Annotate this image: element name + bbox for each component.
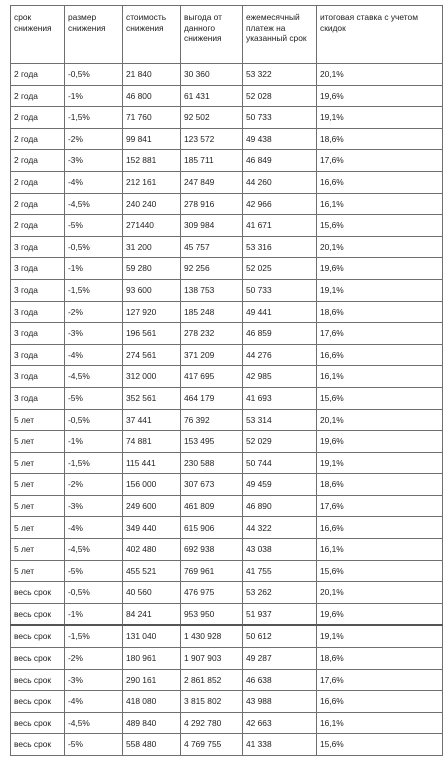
cell-discount-cost: 312 000 (123, 366, 181, 388)
cell-final-rate: 17,6% (317, 150, 443, 172)
cell-discount-cost: 99 841 (123, 128, 181, 150)
header-benefit: выгода от данного снижения (181, 6, 243, 64)
cell-term: 3 года (11, 301, 65, 323)
cell-final-rate: 16,1% (317, 366, 443, 388)
table-row (11, 85, 443, 107)
table-row (11, 64, 443, 86)
table-row (11, 603, 443, 625)
cell-discount-cost: 249 600 (123, 495, 181, 517)
cell-monthly-payment: 42 985 (243, 366, 317, 388)
cell-discount-size: -1% (65, 85, 123, 107)
cell-final-rate: 19,6% (317, 603, 443, 625)
cell-term: 2 года (11, 64, 65, 86)
table-row (11, 734, 443, 756)
cell-discount-cost: 402 480 (123, 539, 181, 561)
cell-discount-size: -1,5% (65, 107, 123, 129)
cell-discount-size: -1,5% (65, 452, 123, 474)
cell-discount-size: -4,5% (65, 366, 123, 388)
cell-final-rate: 16,1% (317, 193, 443, 215)
cell-final-rate: 19,6% (317, 85, 443, 107)
table-row (11, 669, 443, 691)
cell-monthly-payment: 44 260 (243, 171, 317, 193)
cell-term: 3 года (11, 387, 65, 409)
cell-term: 5 лет (11, 409, 65, 431)
table-row (11, 495, 443, 517)
cell-term: 2 года (11, 215, 65, 237)
table-row (11, 452, 443, 474)
cell-discount-size: -3% (65, 495, 123, 517)
cell-monthly-payment: 46 849 (243, 150, 317, 172)
cell-benefit: 92 502 (181, 107, 243, 129)
cell-discount-cost: 240 240 (123, 193, 181, 215)
cell-benefit: 92 256 (181, 258, 243, 280)
table-row (11, 409, 443, 431)
cell-discount-cost: 37 441 (123, 409, 181, 431)
cell-term: 5 лет (11, 474, 65, 496)
cell-term: 2 года (11, 150, 65, 172)
cell-final-rate: 15,6% (317, 215, 443, 237)
cell-final-rate: 18,6% (317, 301, 443, 323)
cell-benefit: 185 711 (181, 150, 243, 172)
table-row (11, 107, 443, 129)
table-row (11, 517, 443, 539)
table-row (11, 258, 443, 280)
cell-discount-cost: 71 760 (123, 107, 181, 129)
cell-benefit: 123 572 (181, 128, 243, 150)
cell-discount-size: -1% (65, 431, 123, 453)
cell-discount-size: -5% (65, 560, 123, 582)
table-body (11, 64, 443, 756)
cell-final-rate: 19,6% (317, 258, 443, 280)
cell-discount-size: -0,5% (65, 582, 123, 604)
cell-monthly-payment: 53 316 (243, 236, 317, 258)
cell-term: 5 лет (11, 560, 65, 582)
cell-final-rate: 16,6% (317, 517, 443, 539)
cell-benefit: 1 430 928 (181, 625, 243, 647)
table-header (11, 6, 443, 64)
cell-discount-cost: 59 280 (123, 258, 181, 280)
cell-term: 3 года (11, 366, 65, 388)
cell-benefit: 307 673 (181, 474, 243, 496)
cell-final-rate: 16,1% (317, 539, 443, 561)
cell-discount-cost: 21 840 (123, 64, 181, 86)
cell-discount-size: -0,5% (65, 236, 123, 258)
cell-final-rate: 20,1% (317, 64, 443, 86)
cell-term: 2 года (11, 171, 65, 193)
cell-term: 3 года (11, 323, 65, 345)
table-row (11, 344, 443, 366)
cell-final-rate: 20,1% (317, 236, 443, 258)
table-row (11, 236, 443, 258)
cell-monthly-payment: 53 262 (243, 582, 317, 604)
cell-monthly-payment: 44 276 (243, 344, 317, 366)
table-row (11, 215, 443, 237)
cell-final-rate: 19,1% (317, 107, 443, 129)
cell-monthly-payment: 41 755 (243, 560, 317, 582)
cell-discount-cost: 352 561 (123, 387, 181, 409)
cell-final-rate: 18,6% (317, 648, 443, 670)
cell-final-rate: 19,1% (317, 625, 443, 647)
cell-discount-cost: 127 920 (123, 301, 181, 323)
cell-monthly-payment: 46 638 (243, 669, 317, 691)
cell-term: весь срок (11, 691, 65, 713)
cell-benefit: 692 938 (181, 539, 243, 561)
cell-discount-size: -4% (65, 517, 123, 539)
cell-discount-size: -0,5% (65, 409, 123, 431)
cell-discount-cost: 40 560 (123, 582, 181, 604)
cell-term: 3 года (11, 279, 65, 301)
table-row (11, 691, 443, 713)
cell-term: 3 года (11, 344, 65, 366)
table-row (11, 128, 443, 150)
cell-term: 3 года (11, 236, 65, 258)
cell-monthly-payment: 43 038 (243, 539, 317, 561)
cell-discount-size: -3% (65, 150, 123, 172)
cell-monthly-payment: 52 025 (243, 258, 317, 280)
cell-discount-cost: 274 561 (123, 344, 181, 366)
cell-term: весь срок (11, 712, 65, 734)
cell-benefit: 309 984 (181, 215, 243, 237)
cell-term: 2 года (11, 85, 65, 107)
cell-monthly-payment: 41 338 (243, 734, 317, 756)
cell-benefit: 461 809 (181, 495, 243, 517)
header-term: срок снижения (11, 6, 65, 64)
cell-monthly-payment: 50 612 (243, 625, 317, 647)
table-row (11, 712, 443, 734)
cell-term: весь срок (11, 625, 65, 647)
cell-discount-cost: 558 480 (123, 734, 181, 756)
cell-benefit: 615 906 (181, 517, 243, 539)
cell-term: 5 лет (11, 539, 65, 561)
table-row (11, 648, 443, 670)
cell-discount-size: -4% (65, 691, 123, 713)
cell-benefit: 371 209 (181, 344, 243, 366)
cell-monthly-payment: 42 663 (243, 712, 317, 734)
header-discount-size: размер снижения (65, 6, 123, 64)
cell-term: 5 лет (11, 452, 65, 474)
cell-final-rate: 17,6% (317, 495, 443, 517)
cell-discount-cost: 31 200 (123, 236, 181, 258)
cell-final-rate: 19,1% (317, 279, 443, 301)
cell-benefit: 4 769 755 (181, 734, 243, 756)
cell-discount-cost: 84 241 (123, 603, 181, 625)
cell-benefit: 278 916 (181, 193, 243, 215)
header-final-rate: итоговая ставка с учетом скидок (317, 6, 443, 64)
cell-monthly-payment: 49 441 (243, 301, 317, 323)
cell-discount-size: -5% (65, 215, 123, 237)
cell-discount-size: -4,5% (65, 193, 123, 215)
cell-final-rate: 15,6% (317, 387, 443, 409)
table-row (11, 431, 443, 453)
cell-benefit: 45 757 (181, 236, 243, 258)
cell-final-rate: 20,1% (317, 582, 443, 604)
cell-final-rate: 16,6% (317, 344, 443, 366)
cell-final-rate: 17,6% (317, 323, 443, 345)
cell-term: 2 года (11, 193, 65, 215)
header-monthly-payment: ежемесячный платеж на указанный срок (243, 6, 317, 64)
cell-term: весь срок (11, 603, 65, 625)
cell-benefit: 76 392 (181, 409, 243, 431)
cell-benefit: 953 950 (181, 603, 243, 625)
cell-term: 2 года (11, 128, 65, 150)
cell-discount-size: -2% (65, 301, 123, 323)
cell-discount-size: -2% (65, 648, 123, 670)
cell-final-rate: 16,6% (317, 691, 443, 713)
cell-monthly-payment: 50 733 (243, 107, 317, 129)
cell-discount-size: -1% (65, 258, 123, 280)
cell-monthly-payment: 49 438 (243, 128, 317, 150)
cell-discount-size: -5% (65, 387, 123, 409)
cell-final-rate: 20,1% (317, 409, 443, 431)
cell-term: 3 года (11, 258, 65, 280)
cell-term: 5 лет (11, 517, 65, 539)
cell-benefit: 247 849 (181, 171, 243, 193)
cell-final-rate: 19,1% (317, 452, 443, 474)
table-row (11, 301, 443, 323)
cell-discount-cost: 418 080 (123, 691, 181, 713)
cell-benefit: 3 815 802 (181, 691, 243, 713)
cell-discount-cost: 290 161 (123, 669, 181, 691)
cell-final-rate: 15,6% (317, 560, 443, 582)
cell-discount-size: -4,5% (65, 539, 123, 561)
cell-discount-cost: 115 441 (123, 452, 181, 474)
cell-discount-size: -4% (65, 171, 123, 193)
cell-final-rate: 18,6% (317, 128, 443, 150)
cell-discount-size: -4,5% (65, 712, 123, 734)
cell-benefit: 476 975 (181, 582, 243, 604)
table-row (11, 193, 443, 215)
cell-benefit: 4 292 780 (181, 712, 243, 734)
cell-final-rate: 16,6% (317, 171, 443, 193)
cell-benefit: 464 179 (181, 387, 243, 409)
table-row (11, 539, 443, 561)
cell-discount-cost: 489 840 (123, 712, 181, 734)
cell-monthly-payment: 49 287 (243, 648, 317, 670)
cell-discount-size: -3% (65, 669, 123, 691)
cell-monthly-payment: 52 029 (243, 431, 317, 453)
cell-discount-cost: 455 521 (123, 560, 181, 582)
cell-final-rate: 18,6% (317, 474, 443, 496)
cell-discount-size: -2% (65, 474, 123, 496)
cell-discount-size: -1,5% (65, 279, 123, 301)
header-discount-cost: стоимость снижения (123, 6, 181, 64)
cell-monthly-payment: 49 459 (243, 474, 317, 496)
cell-discount-cost: 212 161 (123, 171, 181, 193)
cell-benefit: 153 495 (181, 431, 243, 453)
cell-discount-size: -4% (65, 344, 123, 366)
cell-benefit: 769 961 (181, 560, 243, 582)
cell-term: весь срок (11, 582, 65, 604)
cell-monthly-payment: 53 314 (243, 409, 317, 431)
cell-discount-size: -5% (65, 734, 123, 756)
cell-benefit: 61 431 (181, 85, 243, 107)
cell-discount-cost: 93 600 (123, 279, 181, 301)
table-row (11, 171, 443, 193)
cell-term: 2 года (11, 107, 65, 129)
cell-benefit: 185 248 (181, 301, 243, 323)
cell-discount-cost: 131 040 (123, 625, 181, 647)
table-row (11, 279, 443, 301)
table-row (11, 387, 443, 409)
cell-discount-size: -3% (65, 323, 123, 345)
cell-discount-cost: 152 881 (123, 150, 181, 172)
cell-final-rate: 19,6% (317, 431, 443, 453)
cell-discount-size: -0,5% (65, 64, 123, 86)
cell-final-rate: 16,1% (317, 712, 443, 734)
cell-benefit: 417 695 (181, 366, 243, 388)
cell-discount-size: -1,5% (65, 625, 123, 647)
cell-discount-size: -2% (65, 128, 123, 150)
cell-monthly-payment: 43 988 (243, 691, 317, 713)
cell-monthly-payment: 52 028 (243, 85, 317, 107)
cell-monthly-payment: 46 859 (243, 323, 317, 345)
cell-discount-cost: 196 561 (123, 323, 181, 345)
cell-term: весь срок (11, 669, 65, 691)
cell-monthly-payment: 51 937 (243, 603, 317, 625)
cell-term: 5 лет (11, 431, 65, 453)
cell-monthly-payment: 46 890 (243, 495, 317, 517)
cell-discount-cost: 349 440 (123, 517, 181, 539)
cell-term: весь срок (11, 734, 65, 756)
table-row (11, 474, 443, 496)
cell-benefit: 138 753 (181, 279, 243, 301)
cell-monthly-payment: 50 744 (243, 452, 317, 474)
cell-monthly-payment: 42 966 (243, 193, 317, 215)
cell-discount-cost: 156 000 (123, 474, 181, 496)
cell-monthly-payment: 50 733 (243, 279, 317, 301)
cell-monthly-payment: 53 322 (243, 64, 317, 86)
table-row (11, 366, 443, 388)
cell-benefit: 1 907 903 (181, 648, 243, 670)
cell-benefit: 2 861 852 (181, 669, 243, 691)
cell-monthly-payment: 41 693 (243, 387, 317, 409)
cell-discount-cost: 46 800 (123, 85, 181, 107)
cell-final-rate: 17,6% (317, 669, 443, 691)
cell-benefit: 278 232 (181, 323, 243, 345)
header-row (11, 6, 443, 64)
table-row (11, 150, 443, 172)
discount-table (10, 5, 443, 756)
cell-term: 5 лет (11, 495, 65, 517)
cell-monthly-payment: 41 671 (243, 215, 317, 237)
cell-term: весь срок (11, 648, 65, 670)
cell-final-rate: 15,6% (317, 734, 443, 756)
cell-benefit: 230 588 (181, 452, 243, 474)
table-row (11, 625, 443, 647)
cell-discount-cost: 74 881 (123, 431, 181, 453)
cell-discount-size: -1% (65, 603, 123, 625)
cell-benefit: 30 360 (181, 64, 243, 86)
cell-discount-cost: 180 961 (123, 648, 181, 670)
table-row (11, 560, 443, 582)
cell-monthly-payment: 44 322 (243, 517, 317, 539)
cell-discount-cost: 271440 (123, 215, 181, 237)
table-row (11, 582, 443, 604)
table-row (11, 323, 443, 345)
